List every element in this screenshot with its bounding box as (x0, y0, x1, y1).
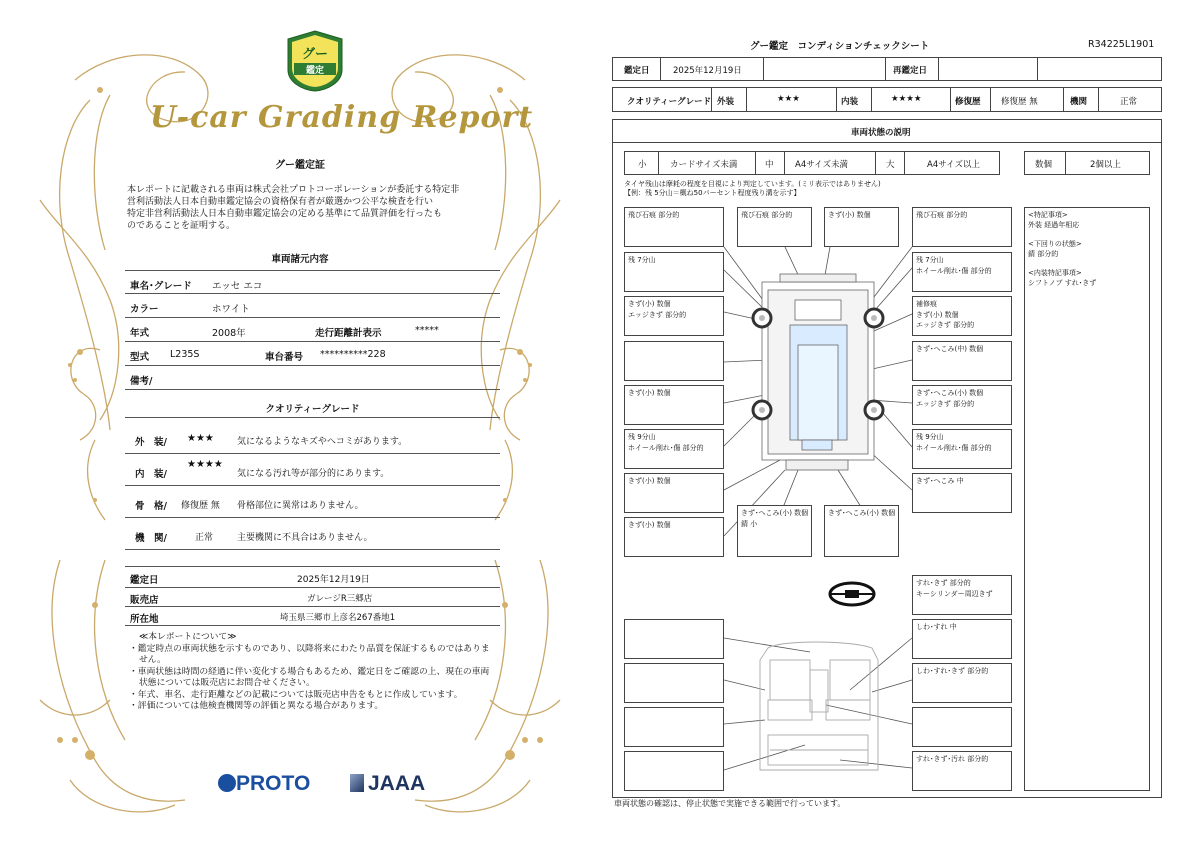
note-item: ・評価については他検査機関等の評価と異なる場合があります。 (129, 701, 384, 711)
damage-line: 残 9分山 (628, 433, 656, 441)
grade-row-exterior (125, 424, 500, 454)
quality-heading-row (125, 394, 500, 418)
mileage-value: ***** (415, 325, 439, 336)
damage-label-box (912, 429, 1012, 469)
spec-row-year (125, 318, 500, 342)
damage-line: きず(小) 数個 (916, 310, 959, 319)
damage-line: エッジきず 部分的 (628, 310, 687, 319)
interior-label-box (624, 751, 724, 791)
special-notes-box (1024, 207, 1150, 791)
dealer-row (125, 588, 500, 607)
sheet-int-label: 内装 (841, 97, 859, 107)
sheet-ext-label: 外装 (717, 97, 735, 107)
damage-line: きず(小) 数個 (628, 389, 671, 397)
script-title: U-car Grading Report (150, 100, 534, 135)
damage-label-box (624, 429, 724, 469)
interior-stars: ★★★★ (187, 459, 223, 470)
damage-line: 残 7分山 (628, 256, 656, 264)
intro-line: 営利活動法人日本自動車鑑定協会の資格保有者が厳選かつ公平な検査を行い (127, 197, 434, 207)
note-item: ・鑑定時点の車両状態を示すものであり、以降将来にわたり品質を保証するものではありません。 (129, 643, 490, 665)
jaaa-logo (350, 772, 425, 796)
damage-label-box (624, 252, 724, 292)
damage-label-box (624, 473, 724, 513)
dealer-value: ガレージR三郷店 (307, 594, 373, 604)
size-large-label: 大 (886, 160, 895, 170)
condition-sheet (600, 0, 1200, 848)
intro-line: 特定非営利活動法人日本自動車鑑定協会の定める基準にて品質評価を行ったも (127, 209, 443, 219)
damage-line: きず･へこみ(小) 数個 (741, 509, 809, 517)
address-label: 所在地 (130, 614, 159, 625)
notes-line: <下回りの状態> (1028, 240, 1082, 248)
tire-note-line: 【例：残 5分山＝概ね50パーセント程度残り溝を示す】 (624, 189, 801, 197)
interior-line: すれ･きず･汚れ 部分的 (916, 755, 989, 763)
spec-row-model (125, 342, 500, 366)
jaaa-logo-text: JAAA (368, 772, 426, 795)
damage-line: きず(小) 数個 (628, 300, 671, 308)
notes-line: 外装 経過年相応 (1028, 221, 1080, 229)
grade-row-engine (125, 520, 500, 550)
badge-top-text: グー (301, 47, 329, 62)
notes-title: ≪本レポートについて≫ (139, 632, 237, 642)
frame-label: 骨 格/ (135, 501, 167, 512)
damage-line: ホイール削れ･傷 部分的 (628, 443, 704, 452)
address-row (125, 607, 500, 626)
grade-row-frame (125, 488, 500, 518)
notes-line: 錆 部分的 (1028, 250, 1059, 258)
interior-line: キーシリンダー周辺きず (916, 589, 993, 598)
spec-row-name (125, 270, 500, 294)
notes-line: <内装特記事項> (1028, 269, 1082, 277)
remarks-label: 備考/ (130, 376, 153, 387)
damage-label-box (912, 207, 1012, 247)
interior-label-box (624, 663, 724, 703)
chassis-label: 車台番号 (265, 352, 304, 363)
interior-line: しわ･すれ･きず 部分的 (916, 667, 989, 675)
damage-label-box (824, 207, 899, 247)
damage-line: ホイール削れ･傷 部分的 (916, 443, 992, 452)
frame-value: 修復歴 無 (181, 501, 220, 511)
proto-mark-icon (218, 774, 236, 792)
damage-label-box (737, 505, 812, 557)
sheet-title: グー鑑定 コンディションチェックシート (750, 41, 930, 52)
name-value: エッセ エコ (212, 281, 263, 292)
reinspect-label: 再鑑定日 (893, 66, 928, 76)
quality-heading: クオリティーグレード (265, 404, 360, 415)
interior-label-box (912, 619, 1012, 659)
mileage-label: 走行距離計表示 (315, 328, 382, 339)
interior-label-box (624, 707, 724, 747)
damage-label-box (912, 473, 1012, 513)
size-large-desc: A4サイズ以上 (927, 160, 981, 170)
year-value: 2008年 (212, 328, 246, 339)
sheet-ext-value: ★★★ (777, 94, 800, 104)
sheet-int-value: ★★★★ (891, 94, 922, 104)
interior-line: すれ･きず 部分的 (916, 579, 971, 587)
exterior-stars: ★★★ (187, 433, 214, 444)
damage-line: きず(小) 数個 (628, 477, 671, 485)
damage-line: ホイール削れ･傷 部分的 (916, 266, 992, 275)
damage-line: きず･へこみ(小) 数個 (828, 509, 896, 517)
name-label: 車名･グレード (130, 281, 192, 292)
date-row (125, 566, 500, 588)
color-value: ホワイト (212, 304, 250, 315)
certificate-notes (127, 632, 497, 713)
interior-text: 気になる汚れ等が部分的にあります。 (237, 469, 390, 479)
date-label: 鑑定日 (130, 575, 159, 586)
damage-line: エッジきず 部分的 (916, 321, 975, 329)
proto-logo (218, 772, 310, 796)
damage-label-box (624, 207, 724, 247)
damage-line: 残 9分山 (916, 433, 944, 441)
interior-label-box (912, 751, 1012, 791)
goo-kantei-badge (286, 30, 344, 92)
damage-label-box (624, 341, 724, 381)
model-value: L235S (170, 349, 200, 360)
sheet-date-value: 2025年12月19日 (673, 66, 742, 76)
count-label: 数個 (1035, 160, 1053, 170)
sheet-repair-value: 修復歴 無 (1001, 97, 1038, 107)
sheet-quality-label: クオリティーグレード (627, 97, 712, 107)
chassis-value: **********228 (320, 349, 386, 360)
dealer-label: 販売店 (130, 595, 159, 606)
steering-wheel-icon (830, 583, 874, 605)
damage-label-box (737, 207, 812, 247)
sheet-engine-value: 正常 (1120, 97, 1138, 107)
frame-text: 骨格部位に異常はありません。 (237, 501, 364, 511)
notes-line (1028, 259, 1146, 268)
proto-logo-text: PROTO (236, 772, 311, 795)
notes-line: シフトノブ すれ･きず (1028, 279, 1097, 287)
sheet-repair-label: 修復歴 (955, 97, 981, 107)
section-title: 車両状態の説明 (851, 128, 911, 138)
intro-line: 本レポートに記載される車両は株式会社プロトコーポレーションが委託する特定非 (127, 185, 460, 195)
spec-heading: 車両諸元内容 (271, 254, 329, 265)
damage-line: きず･へこみ 中 (916, 477, 964, 485)
sheet-date-label: 鑑定日 (624, 66, 650, 76)
grade-row-interior (125, 456, 500, 486)
certificate-intro (127, 184, 499, 232)
sheet-footer: 車両状態の確認は、停止状態で実施できる範囲で行っています。 (614, 799, 846, 808)
spec-row-color (125, 294, 500, 318)
engine-value: 正常 (195, 533, 214, 543)
note-item: ・年式、車名、走行距離などの記載については販売店申告をもとに作成しています。 (129, 689, 463, 700)
interior-label-box (912, 663, 1012, 703)
notes-line: <特記事項> (1028, 211, 1068, 219)
intro-line: のであることを証明する。 (127, 221, 236, 231)
damage-line: 飛び石痕 部分的 (628, 211, 680, 219)
damage-line: 残 7分山 (916, 256, 944, 264)
damage-label-box (624, 385, 724, 425)
exterior-label: 外 装/ (135, 437, 167, 448)
damage-line: 飛び石痕 部分的 (916, 211, 968, 219)
badge-bottom-text: 鑑定 (305, 66, 325, 76)
damage-label-box (912, 385, 1012, 425)
note-item: ・車両状態は時間の経過に伴い変化する場合もあるため、鑑定日をご確認の上、現在の車両状態については販売店にお問合せください。 (129, 666, 490, 688)
damage-line: 補修痕 (916, 300, 937, 308)
model-label: 型式 (130, 352, 150, 363)
certificate-heading: グー鑑定証 (275, 160, 325, 171)
engine-label: 機 関/ (135, 533, 167, 544)
interior-label-box (912, 575, 1012, 615)
address-value: 埼玉県三郷市上彦名267番地1 (280, 613, 396, 623)
year-label: 年式 (130, 328, 150, 339)
engine-text: 主要機関に不具合はありません。 (237, 533, 373, 543)
interior-line: しわ･すれ 中 (916, 623, 957, 631)
sheet-id: R34225L1901 (1088, 39, 1155, 50)
interior-label: 内 装/ (135, 469, 167, 480)
date-value: 2025年12月19日 (297, 575, 370, 585)
damage-line: 錆 小 (741, 519, 758, 528)
jaaa-mark-icon (350, 774, 364, 792)
damage-label-box (912, 341, 1012, 381)
damage-label-box (912, 252, 1012, 292)
damage-line: 飛び石痕 部分的 (741, 211, 793, 219)
sheet-engine-label: 機関 (1070, 97, 1088, 107)
damage-label-box (912, 296, 1012, 336)
tire-note-line: タイヤ残山は摩耗の程度を目視により判定しています。(ミリ表示ではありません) (624, 180, 881, 188)
count-desc: 2個以上 (1090, 160, 1121, 170)
damage-line: きず･へこみ(小) 数個 (916, 389, 984, 397)
interior-label-box (912, 707, 1012, 747)
damage-label-box (824, 505, 899, 557)
size-mid-label: 中 (765, 160, 774, 170)
damage-line: きず･へこみ(中) 数個 (916, 345, 984, 353)
damage-line: エッジきず 部分的 (916, 399, 975, 408)
notes-line (1028, 230, 1146, 239)
size-small-desc: カードサイズ未満 (670, 160, 738, 170)
exterior-text: 気になるようなキズやヘコミがあります。 (237, 437, 408, 447)
color-label: カラー (130, 304, 159, 315)
interior-label-box (624, 619, 724, 659)
size-mid-desc: A4サイズ未満 (795, 160, 849, 170)
damage-line: きず(小) 数個 (628, 521, 671, 529)
damage-line: きず(小) 数個 (828, 211, 871, 219)
damage-label-box (624, 517, 724, 557)
spec-row-remarks (125, 366, 500, 390)
size-small-label: 小 (638, 160, 647, 170)
damage-label-box (624, 296, 724, 336)
